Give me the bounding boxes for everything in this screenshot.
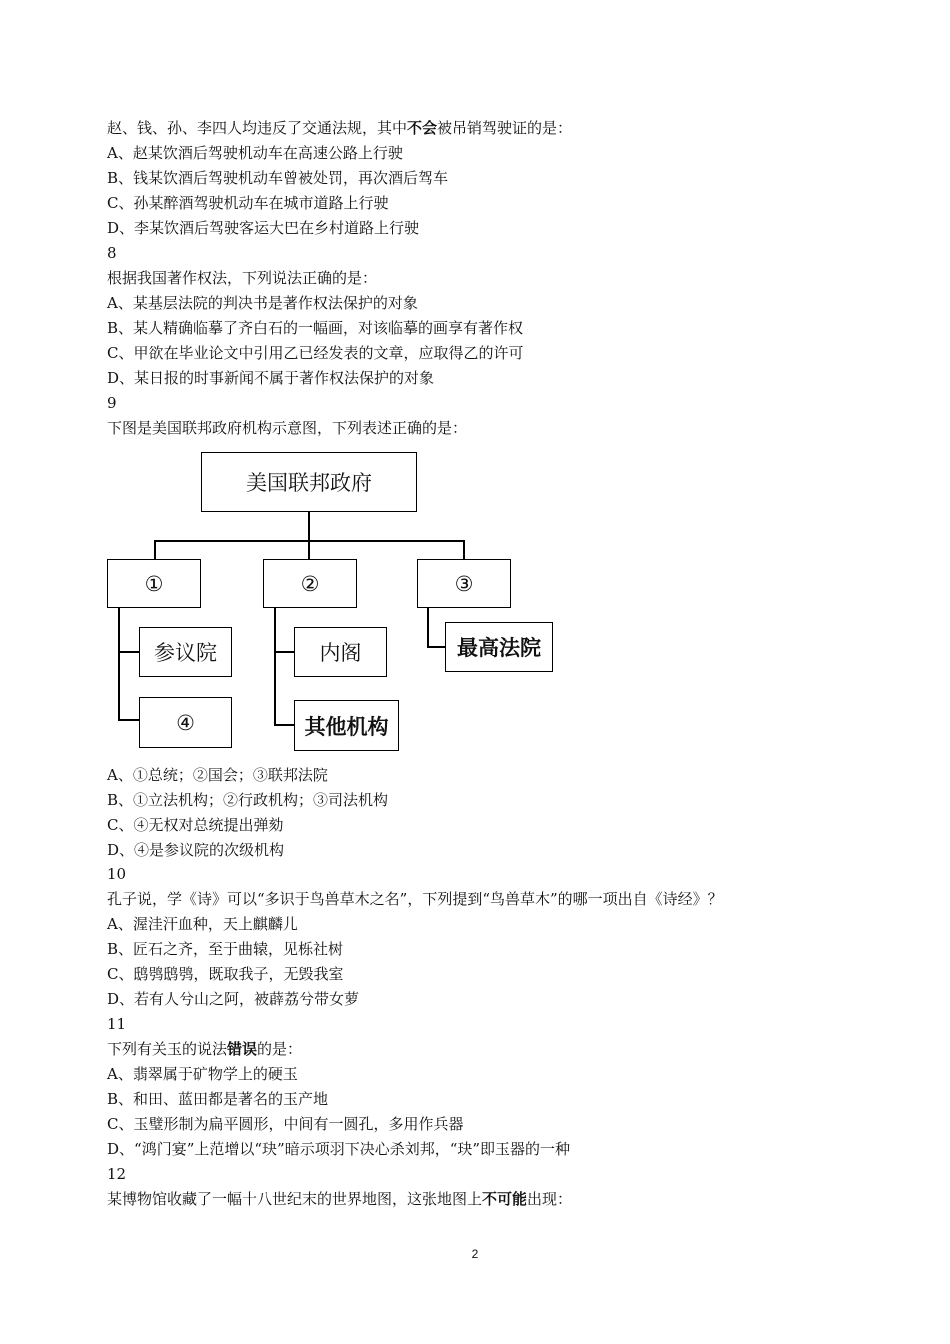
q11-option-a: A、翡翠属于矿物学上的硬玉 [107, 1065, 298, 1083]
q12-emphasis: 不可能 [482, 1190, 528, 1208]
q10-option-c: C、鸱鸮鸱鸮，既取我子，无毁我室 [107, 965, 344, 983]
q9-option-d: D、④是参议院的次级机构 [107, 841, 285, 859]
q8-stem: 根据我国著作权法，下列说法正确的是： [107, 269, 378, 287]
q8-option-d: D、某日报的时事新闻不属于著作权法保护的对象 [107, 369, 435, 387]
q10-stem: 孔子说，学《诗》可以“多识于鸟兽草木之名”，下列提到“鸟兽草木”的哪一项出自《诗经》？ [107, 890, 723, 908]
q7-emphasis: 不会 [407, 119, 438, 137]
q9-option-b: B、①立法机构；②行政机构；③司法机构 [107, 791, 389, 809]
q9-number: 9 [107, 394, 117, 412]
supreme-court-box: 最高法院 [445, 622, 553, 672]
q8-option-a: A、某基层法院的判决书是著作权法保护的对象 [107, 294, 418, 312]
connector-branch3 [463, 540, 465, 559]
cabinet-box: 内阁 [294, 627, 387, 677]
q11-option-d: D、“鸿门宴”上范增以“玦”暗示项羽下决心杀刘邦，“玦”即玉器的一种 [107, 1140, 571, 1158]
q12-number: 12 [107, 1165, 127, 1183]
q10-option-d: D、若有人兮山之阿，被薜荔兮带女萝 [107, 990, 360, 1008]
other-agencies-box: 其他机构 [294, 700, 399, 751]
branch-box-2: ② [263, 559, 357, 608]
q11-emphasis: 错误 [227, 1040, 258, 1058]
q8-option-c: C、甲欲在毕业论文中引用乙已经发表的文章，应取得乙的许可 [107, 344, 524, 362]
senate-box: 参议院 [139, 627, 232, 677]
root-box-federal-government: 美国联邦政府 [201, 452, 417, 512]
connector-branch1-children [118, 608, 120, 720]
q9-option-c: C、④无权对总统提出弹劾 [107, 816, 284, 834]
connector-branch2 [308, 540, 310, 559]
page-number: 2 [471, 1247, 479, 1261]
q11-stem: 下列有关玉的说法错误的是： [107, 1040, 303, 1058]
q10-option-b: B、匠石之齐，至于曲辕，见栎社树 [107, 940, 344, 958]
branch-box-1: ① [107, 559, 201, 608]
q7-option-d: D、李某饮酒后驾驶客运大巴在乡村道路上行驶 [107, 219, 420, 237]
connector-branch1 [154, 540, 156, 559]
connector-senate [118, 651, 139, 653]
q7-option-a: A、赵某饮酒后驾驶机动车在高速公路上行驶 [107, 144, 403, 162]
q7-stem: 赵、钱、孙、李四人均违反了交通法规，其中不会被吊销驾驶证的是： [107, 119, 573, 137]
q7-option-c: C、孙某醉酒驾驶机动车在城市道路上行驶 [107, 194, 389, 212]
q8-option-b: B、某人精确临摹了齐白石的一幅画，对该临摹的画享有著作权 [107, 319, 524, 337]
q9-stem: 下图是美国联邦政府机构示意图，下列表述正确的是： [107, 419, 468, 437]
connector-cabinet [274, 651, 294, 653]
connector-branch3-children [427, 608, 429, 647]
q9-option-a: A、①总统；②国会；③联邦法院 [107, 766, 328, 784]
connector-item4 [118, 719, 139, 721]
connector-court [427, 646, 445, 648]
q11-option-b: B、和田、蓝田都是著名的玉产地 [107, 1090, 329, 1108]
q11-option-c: C、玉璧形制为扁平圆形，中间有一圆孔，多用作兵器 [107, 1115, 464, 1133]
branch-box-3: ③ [417, 559, 511, 608]
q8-number: 8 [107, 244, 117, 262]
q10-number: 10 [107, 865, 127, 883]
q11-number: 11 [107, 1015, 127, 1033]
connector-branch2-children [274, 608, 276, 725]
item4-box: ④ [139, 697, 232, 748]
connector-other [274, 724, 294, 726]
connector-root-down [308, 512, 310, 541]
q12-stem: 某博物馆收藏了一幅十八世纪末的世界地图，这张地图上不可能出现： [107, 1190, 573, 1208]
q7-option-b: B、钱某饮酒后驾驶机动车曾被处罚，再次酒后驾车 [107, 169, 449, 187]
q10-option-a: A、渥洼汗血种，天上麒麟儿 [107, 915, 298, 933]
